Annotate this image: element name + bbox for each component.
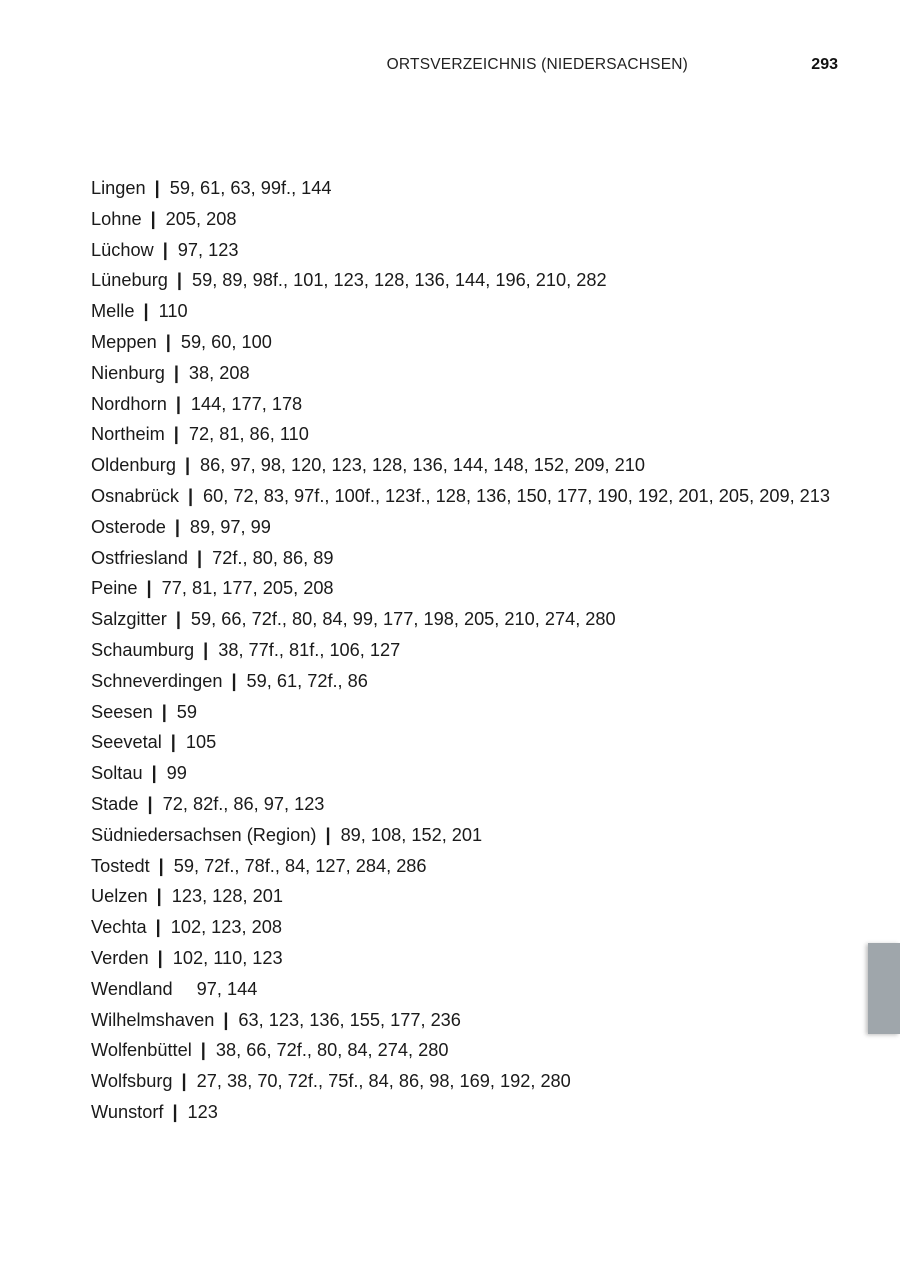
place-name: Ostfriesland bbox=[91, 547, 189, 568]
index-entry bbox=[91, 358, 851, 389]
place-name: Wolfenbüttel bbox=[91, 1040, 192, 1061]
place-name: Nordhorn bbox=[91, 393, 167, 414]
page-references: 205, 208 bbox=[165, 208, 237, 229]
entry-separator: | bbox=[175, 393, 181, 414]
index-entry bbox=[91, 573, 851, 604]
entry-separator: | bbox=[165, 331, 171, 352]
entry-separator: | bbox=[200, 1040, 206, 1061]
page-references: 89, 97, 99 bbox=[189, 516, 271, 537]
page-references: 27, 38, 70, 72f., 75f., 84, 86, 98, 169, 192, 280 bbox=[196, 1071, 571, 1092]
place-name: Peine bbox=[91, 578, 138, 599]
page-references: 60, 72, 83, 97f., 100f., 123f., 128, 136, 150, 177, 190, 192, 201, 205, 209, 213 bbox=[203, 485, 831, 506]
page-references: 59, 60, 100 bbox=[180, 331, 272, 352]
place-name: Lüchow bbox=[91, 239, 154, 260]
page-references: 38, 66, 72f., 80, 84, 274, 280 bbox=[215, 1040, 449, 1061]
index-entry bbox=[91, 881, 851, 912]
index-entry bbox=[91, 666, 851, 697]
index-entry bbox=[91, 204, 851, 235]
index-entry bbox=[91, 1005, 851, 1036]
page-references: 144, 177, 178 bbox=[190, 393, 303, 414]
place-name: Lüneburg bbox=[91, 270, 168, 291]
index-entry bbox=[91, 265, 851, 296]
page-references: 59, 66, 72f., 80, 84, 99, 177, 198, 205, 210, 274, 280 bbox=[190, 609, 616, 630]
entry-separator: | bbox=[197, 547, 203, 568]
place-name: Lingen bbox=[91, 178, 146, 198]
place-name: Verden bbox=[91, 947, 149, 968]
index-entry bbox=[91, 912, 851, 943]
index-entry bbox=[91, 389, 851, 420]
page-references: 99 bbox=[166, 763, 187, 784]
entry-separator: | bbox=[143, 301, 149, 322]
page-references: 123 bbox=[187, 1101, 218, 1122]
place-name: Wolfsburg bbox=[91, 1071, 173, 1092]
page-references: 97, 123 bbox=[177, 239, 239, 260]
index-entry bbox=[91, 1035, 851, 1066]
entry-separator: | bbox=[325, 824, 331, 845]
index-entry bbox=[91, 820, 851, 851]
place-name: Schaumburg bbox=[91, 639, 195, 660]
page-references: 102, 110, 123 bbox=[172, 947, 283, 968]
place-name: Salzgitter bbox=[91, 609, 167, 630]
index-entry bbox=[91, 512, 851, 543]
index-entry bbox=[91, 851, 851, 882]
entry-separator: | bbox=[161, 701, 167, 722]
place-name: Nienburg bbox=[91, 362, 165, 383]
page-references: 38, 208 bbox=[188, 362, 250, 383]
place-name: Lohne bbox=[91, 208, 142, 229]
page-references: 102, 123, 208 bbox=[170, 917, 282, 938]
place-name: Seevetal bbox=[91, 732, 162, 753]
page-references: 89, 108, 152, 201 bbox=[340, 824, 483, 845]
page-number: 293 bbox=[811, 56, 838, 73]
entry-separator: | bbox=[157, 947, 163, 968]
page-references: 59, 89, 98f., 101, 123, 128, 136, 144, 196, 210, 282 bbox=[191, 270, 607, 291]
index-entry bbox=[91, 1066, 851, 1097]
entry-separator: | bbox=[176, 270, 182, 291]
index-entry bbox=[91, 481, 851, 512]
index-entry bbox=[91, 173, 851, 204]
index-entry bbox=[91, 604, 851, 635]
entry-separator: | bbox=[151, 763, 157, 784]
entry-separator: | bbox=[162, 239, 168, 260]
place-name: Meppen bbox=[91, 331, 157, 352]
entry-separator: | bbox=[156, 886, 162, 907]
place-name: Seesen bbox=[91, 701, 153, 722]
entry-separator: | bbox=[158, 855, 164, 876]
place-name: Schneverdingen bbox=[91, 670, 223, 691]
place-name: Osnabrück bbox=[91, 485, 179, 506]
entry-separator: | bbox=[231, 670, 237, 691]
index-entry bbox=[91, 235, 851, 266]
entry-separator: | bbox=[155, 917, 161, 938]
place-name: Uelzen bbox=[91, 886, 148, 907]
place-name: Wendland bbox=[91, 978, 173, 999]
index-entry bbox=[91, 943, 851, 974]
page-references: 72f., 80, 86, 89 bbox=[212, 547, 334, 568]
entry-separator: | bbox=[146, 578, 152, 599]
entry-separator: | bbox=[184, 455, 191, 476]
index-entry bbox=[91, 450, 851, 481]
place-name: Tostedt bbox=[91, 855, 150, 876]
entry-separator: | bbox=[150, 208, 156, 229]
entry-separator: | bbox=[170, 732, 176, 753]
entry-separator: | bbox=[175, 609, 181, 630]
entry-separator: | bbox=[223, 1009, 229, 1030]
entry-separator: | bbox=[173, 424, 179, 445]
place-name: Vechta bbox=[91, 917, 147, 938]
page-references: 77, 81, 177, 205, 208 bbox=[161, 578, 334, 599]
place-name: Wunstorf bbox=[91, 1101, 164, 1122]
index-entry bbox=[91, 697, 851, 728]
entry-separator: | bbox=[181, 1071, 187, 1092]
page-references: 97, 144 bbox=[196, 978, 258, 999]
index-entry bbox=[91, 974, 851, 1005]
entry-separator: | bbox=[174, 516, 180, 537]
place-name: Stade bbox=[91, 793, 139, 814]
entry-separator: | bbox=[203, 639, 209, 660]
place-index-list bbox=[91, 173, 851, 1128]
entry-separator: | bbox=[172, 1101, 178, 1122]
entry-separator: | bbox=[154, 178, 160, 198]
place-name: Oldenburg bbox=[91, 455, 176, 476]
index-entry bbox=[91, 727, 851, 758]
place-name: Northeim bbox=[91, 424, 165, 445]
index-entry bbox=[91, 419, 851, 450]
entry-separator: | bbox=[173, 362, 179, 383]
index-entry bbox=[91, 296, 851, 327]
index-entry bbox=[91, 758, 851, 789]
index-entry bbox=[91, 327, 851, 358]
place-name: Südniedersachsen (Region) bbox=[91, 824, 317, 845]
page-references: 59, 72f., 78f., 84, 127, 284, 286 bbox=[173, 855, 427, 876]
page-references: 86, 97, 98, 120, 123, 128, 136, 144, 148, 152, 209, 210 bbox=[200, 455, 645, 476]
page-references: 72, 81, 86, 110 bbox=[188, 424, 309, 445]
place-name: Osterode bbox=[91, 516, 166, 537]
page-references: 63, 123, 136, 155, 177, 236 bbox=[238, 1009, 461, 1030]
index-entry bbox=[91, 543, 851, 574]
page-references: 38, 77f., 81f., 106, 127 bbox=[218, 639, 401, 660]
page-references: 59, 61, 72f., 86 bbox=[246, 670, 368, 691]
page-references: 123, 128, 201 bbox=[171, 886, 283, 907]
place-name: Soltau bbox=[91, 763, 143, 784]
index-entry bbox=[91, 1097, 851, 1128]
index-entry bbox=[91, 789, 851, 820]
page-references: 59, 61, 63, 99f., 144 bbox=[169, 178, 332, 198]
entry-separator: | bbox=[147, 793, 153, 814]
page-references: 59 bbox=[176, 701, 198, 722]
place-name: Melle bbox=[91, 301, 135, 322]
page-references: 110 bbox=[158, 301, 188, 322]
page-header bbox=[0, 56, 900, 80]
thumb-index-tab bbox=[868, 943, 900, 1034]
running-title: ORTSVERZEICHNIS (NIEDERSACHSEN) bbox=[386, 56, 688, 73]
index-entry bbox=[91, 635, 851, 666]
page-references: 72, 82f., 86, 97, 123 bbox=[162, 793, 325, 814]
page-references: 105 bbox=[185, 732, 217, 753]
place-name: Wilhelmshaven bbox=[91, 1009, 215, 1030]
entry-separator: | bbox=[187, 485, 194, 506]
